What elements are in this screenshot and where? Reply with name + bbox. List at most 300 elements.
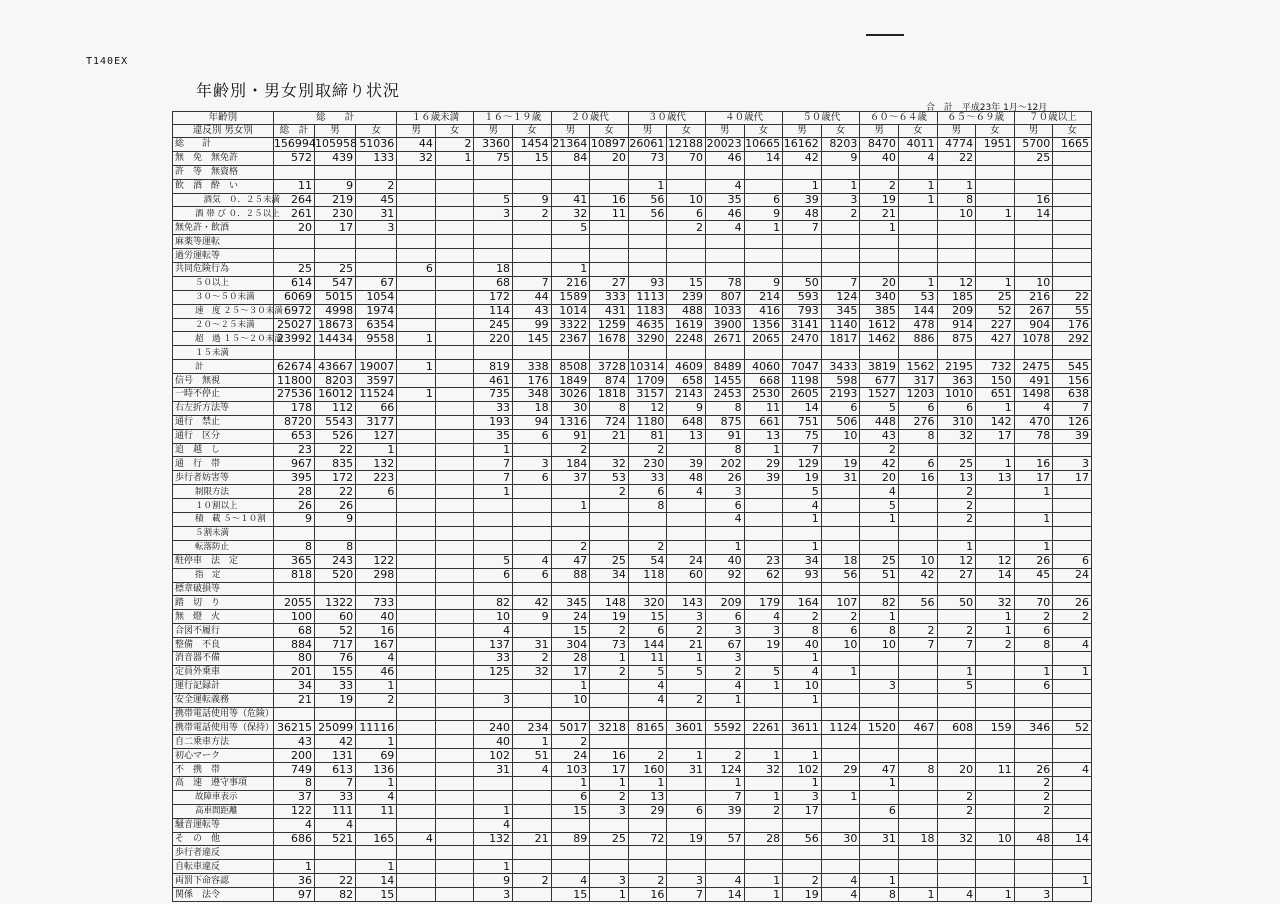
value-cell: 13 (937, 471, 976, 485)
value-cell (397, 513, 436, 527)
value-cell (435, 735, 474, 749)
value-cell (898, 582, 937, 596)
value-cell: 68 (474, 276, 513, 290)
value-cell: 5 (860, 499, 899, 513)
value-cell (513, 263, 552, 277)
value-cell: 126 (1053, 415, 1092, 429)
value-cell: 572 (273, 151, 314, 165)
value-cell: 8 (273, 540, 314, 554)
value-cell (976, 693, 1015, 707)
age-group-header: ６０～６４歳 (860, 112, 937, 125)
value-cell: 2 (1053, 610, 1092, 624)
value-cell (898, 540, 937, 554)
value-cell (706, 846, 745, 860)
age-group-header: 総 計 (273, 112, 396, 125)
value-cell (513, 888, 552, 902)
value-cell (976, 526, 1015, 540)
value-cell: 62674 (273, 360, 314, 374)
value-cell (1053, 860, 1092, 874)
value-cell (1014, 693, 1053, 707)
value-cell: 732 (976, 360, 1015, 374)
value-cell (435, 374, 474, 388)
value-cell: 75 (783, 429, 822, 443)
value-cell (314, 860, 355, 874)
value-cell: 1 (976, 457, 1015, 471)
male-subheader: 男 (397, 125, 436, 138)
value-cell: 1 (783, 776, 822, 790)
value-cell: 32 (744, 763, 783, 777)
male-subheader: 男 (474, 125, 513, 138)
value-cell (1014, 499, 1053, 513)
value-cell: 40 (783, 638, 822, 652)
value-cell (397, 165, 436, 179)
row-label: そ の 他 (173, 832, 274, 846)
value-cell (744, 499, 783, 513)
value-cell (821, 499, 860, 513)
value-cell (397, 249, 436, 263)
value-cell: 32 (551, 207, 590, 221)
value-cell: 112 (314, 401, 355, 415)
table-row (173, 749, 1092, 763)
male-subheader: 男 (783, 125, 822, 138)
value-cell: 1709 (628, 374, 667, 388)
value-cell (1053, 193, 1092, 207)
value-cell: 3819 (860, 360, 899, 374)
value-cell (821, 235, 860, 249)
value-cell: 21364 (551, 138, 590, 152)
value-cell: 26 (706, 471, 745, 485)
value-cell: 4 (1053, 763, 1092, 777)
table-row (173, 679, 1092, 693)
value-cell: 1 (744, 790, 783, 804)
value-cell (821, 693, 860, 707)
value-cell (513, 790, 552, 804)
table-row (173, 290, 1092, 304)
value-cell (976, 735, 1015, 749)
value-cell: 1 (744, 443, 783, 457)
row-label: 標章破損等 (173, 582, 274, 596)
value-cell (1014, 735, 1053, 749)
value-cell (397, 415, 436, 429)
table-row (173, 401, 1092, 415)
value-cell (551, 485, 590, 499)
value-cell: 593 (783, 290, 822, 304)
table-row (173, 207, 1092, 221)
value-cell (783, 249, 822, 263)
value-cell (551, 582, 590, 596)
table-row (173, 596, 1092, 610)
table-row (173, 693, 1092, 707)
row-label: 飲 酒 酔 い (173, 179, 274, 193)
value-cell (435, 165, 474, 179)
value-cell: 185 (937, 290, 976, 304)
value-cell (860, 540, 899, 554)
value-cell (435, 346, 474, 360)
value-cell (1014, 526, 1053, 540)
value-cell: 17 (1014, 471, 1053, 485)
row-label: 整備 不良 (173, 638, 274, 652)
value-cell: 76 (314, 651, 355, 665)
value-cell (783, 526, 822, 540)
value-cell (976, 804, 1015, 818)
value-cell: 8 (628, 499, 667, 513)
value-cell: 751 (783, 415, 822, 429)
value-cell: 4 (551, 874, 590, 888)
value-cell (397, 818, 436, 832)
value-cell: 10 (976, 832, 1015, 846)
value-cell: 40 (860, 151, 899, 165)
value-cell: 651 (976, 388, 1015, 402)
value-cell: 155 (314, 665, 355, 679)
value-cell (667, 790, 706, 804)
value-cell (1053, 151, 1092, 165)
value-cell: 1498 (1014, 388, 1053, 402)
value-cell: 8470 (860, 138, 899, 152)
value-cell (513, 679, 552, 693)
value-cell: 156994 (273, 137, 316, 151)
value-cell: 45 (356, 193, 397, 207)
value-cell: 11 (628, 651, 667, 665)
female-subheader: 女 (898, 125, 937, 138)
value-cell (1053, 513, 1092, 527)
value-cell: 8203 (314, 374, 355, 388)
table-row (173, 360, 1092, 374)
value-cell: 2530 (744, 388, 783, 402)
value-cell: 448 (860, 415, 899, 429)
value-cell: 1 (397, 388, 436, 402)
value-cell (1053, 582, 1092, 596)
value-cell (513, 513, 552, 527)
value-cell: 333 (590, 290, 629, 304)
value-cell: 2 (937, 499, 976, 513)
value-cell (898, 263, 937, 277)
table-row (173, 346, 1092, 360)
value-cell: 33 (474, 651, 513, 665)
value-cell: 2055 (273, 596, 314, 610)
value-cell (435, 332, 474, 346)
value-cell: 75 (474, 151, 513, 165)
row-label: 共同危険行為 (173, 263, 274, 277)
value-cell: 8720 (273, 415, 314, 429)
value-cell (667, 346, 706, 360)
value-cell: 1 (744, 221, 783, 235)
value-cell (397, 679, 436, 693)
row-label: 携帯電話使用等（危険） (173, 707, 274, 721)
value-cell: 1 (860, 513, 899, 527)
value-cell: 1 (356, 679, 397, 693)
value-cell: 1849 (551, 374, 590, 388)
value-cell: 8508 (551, 360, 590, 374)
value-cell: 2 (667, 693, 706, 707)
value-cell: 100 (273, 610, 314, 624)
value-cell (314, 346, 355, 360)
value-cell (667, 735, 706, 749)
value-cell: 2065 (744, 332, 783, 346)
value-cell (273, 707, 314, 721)
table-row (173, 221, 1092, 235)
value-cell (976, 485, 1015, 499)
value-cell: 1 (474, 860, 513, 874)
value-cell: 686 (273, 832, 314, 846)
value-cell: 17 (314, 221, 355, 235)
value-cell: 3433 (821, 360, 860, 374)
value-cell (590, 707, 629, 721)
value-cell: 92 (706, 568, 745, 582)
value-cell (976, 874, 1015, 888)
value-cell: 11800 (273, 374, 314, 388)
value-cell: 886 (898, 332, 937, 346)
table-row (173, 235, 1092, 249)
value-cell: 6 (667, 207, 706, 221)
value-cell: 3 (860, 679, 899, 693)
value-cell (783, 707, 822, 721)
row-label: 高車間距離 (173, 804, 274, 818)
value-cell: 160 (628, 763, 667, 777)
value-cell (976, 846, 1015, 860)
value-cell (314, 526, 355, 540)
value-cell: 15 (551, 624, 590, 638)
value-cell: 240 (474, 721, 513, 735)
value-cell (590, 582, 629, 596)
value-cell: 1 (783, 749, 822, 763)
table-row (173, 624, 1092, 638)
value-cell: 26 (314, 499, 355, 513)
value-cell: 21 (273, 693, 314, 707)
value-cell: 4 (474, 818, 513, 832)
value-cell: 35 (474, 429, 513, 443)
value-cell: 99 (513, 318, 552, 332)
value-cell: 5700 (1014, 138, 1053, 152)
value-cell (513, 624, 552, 638)
value-cell: 15 (628, 610, 667, 624)
value-cell (1053, 749, 1092, 763)
row-label: 駐停車 法 定 (173, 554, 274, 568)
value-cell (590, 526, 629, 540)
value-cell: 23 (273, 443, 314, 457)
value-cell: 1 (860, 776, 899, 790)
table-row (173, 165, 1092, 179)
value-cell: 42 (783, 151, 822, 165)
value-cell: 42 (898, 568, 937, 582)
value-cell: 1455 (706, 374, 745, 388)
value-cell: 2261 (744, 721, 783, 735)
value-cell (397, 540, 436, 554)
value-cell (937, 165, 976, 179)
value-cell: 2 (590, 485, 629, 499)
value-cell: 10 (821, 638, 860, 652)
value-cell: 1 (1053, 874, 1092, 888)
value-cell (744, 346, 783, 360)
value-cell: 172 (314, 471, 355, 485)
value-cell (1053, 443, 1092, 457)
value-cell (356, 165, 397, 179)
value-cell: 653 (273, 429, 314, 443)
value-cell (397, 429, 436, 443)
document-code: T140EX (86, 56, 129, 67)
row-label: ３０～５０未満 (173, 290, 274, 304)
value-cell (1014, 582, 1053, 596)
table-row (173, 568, 1092, 582)
value-cell: 70 (1014, 596, 1053, 610)
value-cell: 677 (860, 374, 899, 388)
value-cell: 239 (667, 290, 706, 304)
value-cell: 2 (590, 624, 629, 638)
value-cell: 1 (273, 860, 314, 874)
value-cell (513, 443, 552, 457)
value-cell: 1527 (860, 388, 899, 402)
value-cell: 136 (356, 763, 397, 777)
row-label: 転落防止 (173, 540, 274, 554)
value-cell: 2 (706, 665, 745, 679)
value-cell: 2 (513, 207, 552, 221)
value-cell: 1259 (590, 318, 629, 332)
value-cell: 2 (628, 540, 667, 554)
value-cell (513, 860, 552, 874)
value-cell (821, 776, 860, 790)
value-cell: 70 (667, 151, 706, 165)
value-cell: 3157 (628, 388, 667, 402)
row-label: 速 度 ２５～３０未満 (173, 304, 274, 318)
value-cell (435, 193, 474, 207)
value-cell (744, 735, 783, 749)
value-cell: 216 (551, 276, 590, 290)
value-cell: 25 (1014, 151, 1053, 165)
value-cell (397, 235, 436, 249)
value-cell: 875 (937, 332, 976, 346)
value-cell: 6 (1053, 554, 1092, 568)
row-label: 踏 切 り (173, 596, 274, 610)
value-cell (435, 721, 474, 735)
value-cell (356, 582, 397, 596)
value-cell: 13 (744, 429, 783, 443)
value-cell (783, 235, 822, 249)
value-cell: 6 (513, 429, 552, 443)
value-cell: 148 (590, 596, 629, 610)
value-cell: 80 (273, 651, 314, 665)
table-row (173, 818, 1092, 832)
value-cell (937, 263, 976, 277)
value-cell: 220 (474, 332, 513, 346)
value-cell: 1 (706, 776, 745, 790)
value-cell: 156 (1053, 374, 1092, 388)
value-cell (976, 513, 1015, 527)
value-cell: 172 (474, 290, 513, 304)
value-cell: 68 (273, 624, 314, 638)
value-cell (435, 540, 474, 554)
value-cell (976, 443, 1015, 457)
value-cell (706, 235, 745, 249)
value-cell: 2 (513, 874, 552, 888)
value-cell: 2 (1014, 776, 1053, 790)
value-cell: 17 (976, 429, 1015, 443)
value-cell: 34 (590, 568, 629, 582)
value-cell: 2475 (1014, 360, 1053, 374)
value-cell: 227 (976, 318, 1015, 332)
value-cell (435, 499, 474, 513)
value-cell: 7 (937, 638, 976, 652)
value-cell: 1 (1053, 665, 1092, 679)
value-cell (513, 221, 552, 235)
value-cell (273, 526, 314, 540)
value-cell (937, 651, 976, 665)
value-cell: 26 (273, 499, 314, 513)
value-cell: 10 (821, 429, 860, 443)
value-cell: 5 (783, 485, 822, 499)
value-cell: 10 (551, 693, 590, 707)
value-cell (356, 499, 397, 513)
value-cell (590, 513, 629, 527)
value-cell: 56 (821, 568, 860, 582)
value-cell: 6354 (356, 318, 397, 332)
value-cell: 4 (628, 679, 667, 693)
value-cell: 2 (667, 221, 706, 235)
value-cell: 8 (937, 193, 976, 207)
value-cell (744, 582, 783, 596)
value-cell (397, 888, 436, 902)
value-cell: 60 (667, 568, 706, 582)
value-cell (435, 263, 474, 277)
value-cell: 4 (1014, 401, 1053, 415)
value-cell (667, 679, 706, 693)
value-cell (435, 415, 474, 429)
value-cell: 97 (273, 888, 314, 902)
value-cell: 1033 (706, 304, 745, 318)
value-cell (590, 179, 629, 193)
value-cell: 3 (667, 610, 706, 624)
value-cell: 6 (860, 804, 899, 818)
value-cell (628, 221, 667, 235)
value-cell: 53 (898, 290, 937, 304)
value-cell: 11 (273, 179, 314, 193)
value-cell: 4 (898, 151, 937, 165)
value-cell: 6 (821, 624, 860, 638)
value-cell (397, 221, 436, 235)
value-cell (551, 235, 590, 249)
value-cell: 1974 (356, 304, 397, 318)
table-row (173, 582, 1092, 596)
value-cell (667, 846, 706, 860)
value-cell: 179 (744, 596, 783, 610)
value-cell: 33 (474, 401, 513, 415)
value-cell: 23 (744, 554, 783, 568)
value-cell (513, 540, 552, 554)
value-cell: 1356 (744, 318, 783, 332)
value-cell (744, 249, 783, 263)
table-row (173, 526, 1092, 540)
value-cell: 11 (590, 207, 629, 221)
value-cell (435, 290, 474, 304)
value-cell: 2 (976, 638, 1015, 652)
value-cell: 82 (474, 596, 513, 610)
value-cell (821, 443, 860, 457)
value-cell (937, 610, 976, 624)
value-cell: 3 (1014, 888, 1053, 902)
value-cell: 6 (513, 568, 552, 582)
value-cell: 25027 (273, 318, 314, 332)
value-cell: 1 (860, 874, 899, 888)
value-cell: 24 (667, 554, 706, 568)
value-cell (976, 499, 1015, 513)
value-cell (1053, 707, 1092, 721)
value-cell: 2 (551, 735, 590, 749)
value-cell: 78 (1014, 429, 1053, 443)
value-cell: 2 (783, 610, 822, 624)
value-cell (976, 679, 1015, 693)
value-cell: 9 (667, 401, 706, 415)
value-cell: 6 (898, 457, 937, 471)
value-cell: 14 (356, 874, 397, 888)
table-row (173, 888, 1092, 902)
